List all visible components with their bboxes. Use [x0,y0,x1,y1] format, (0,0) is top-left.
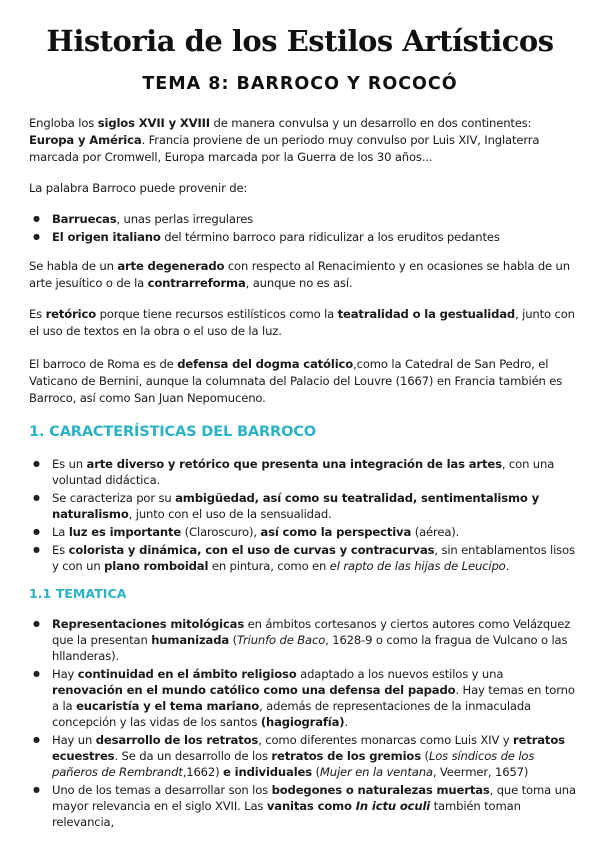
intro-paragraph-1: Engloba los siglos XVII y XVIII de manera convulsa y un desarrollo en dos continentes: Europa y América. Francia proviene de un periodo muy convulso por Luis XIV, Inglaterra marcada por Cromwell, Europa marcada por la Guerra de los 30 años... [29,116,540,164]
intro-paragraph-2: La palabra Barroco puede provenir de: [29,181,248,195]
list-item: ● El origen italiano del término barroco para ridiculizar a los eruditos pedantes [29,229,577,245]
list-item: ● Barruecas, unas perlas irregulares [29,211,577,227]
list-item: ● Es un arte diverso y retórico que presenta una integración de las artes, con una voluntad didáctica. [29,456,577,488]
tematica-list [29,616,577,832]
intro-paragraph-3: Se habla de un arte degenerado con respecto al Renacimiento y en ocasiones se habla de un arte jesuítico o de la contrarreforma, aunque no es así. [29,259,570,290]
list-item: ● Uno de los temas a desarrollar son los bodegones o naturalezas muertas, que toma una mayor relevancia en el siglo XVII. Las vanitas como In ictu oculi también toman relevancia, [29,782,577,830]
section-heading-caracteristicas: 1. CARACTERÍSTICAS DEL BARROCO [29,423,316,440]
list-item: ● Se caracteriza por su ambigüedad, así como su teatralidad, sentimentalismo y naturalismo, junto con el uso de la sensualidad. [29,490,577,522]
document-subtitle: TEMA 8: BARROCO Y ROCOCÓ [142,74,458,94]
document-title: Historia de los Estilos Artísticos [46,24,554,58]
list-item: ● Es colorista y dinámica, con el uso de curvas y contracurvas, sin entablamentos lisos y con un plano romboidal en pintura, como en el rapto de las hijas de Leucipo. [29,542,577,574]
intro-paragraph-5: El barroco de Roma es de defensa del dogma católico,como la Catedral de San Pedro, el Vaticano de Bernini, aunque la columnata del Palacio del Louvre (1667) en Francia también es Barroco, así como San Juan Nepomuceno. [29,357,563,405]
origins-list [29,211,577,247]
list-item: ● Hay continuidad en el ámbito religioso adaptado a los nuevos estilos y una renovación en el mundo católico como una defensa del papado. Hay temas en torno a la eucaristía y el tema mariano, además de representaciones de la inmaculada concepción y las vidas de los santos (hagiografía). [29,666,577,730]
caracteristicas-list [29,456,577,576]
list-item: ● Representaciones mitológicas en ámbitos cortesanos y ciertos autores como Velázquez que la presentan humanizada (Triunfo de Baco, 1628-9 o como la fragua de Vulcano o las hllanderas). [29,616,577,664]
list-item: ● Hay un desarrollo de los retratos, como diferentes monarcas como Luis XIV y retratos ecuestres. Se da un desarrollo de los retratos de los gremios (Los síndicos de los pañeros de Rembrandt,1662) e individuales (Mujer en la ventana, Veermer, 1657) [29,732,577,780]
list-item: ● La luz es importante (Claroscuro), así como la perspectiva (aérea). [29,524,577,540]
intro-paragraph-4: Es retórico porque tiene recursos estilísticos como la teatralidad o la gestualidad, junto con el uso de textos en la obra o el uso de la luz. [29,307,575,338]
section-heading-tematica: 1.1 TEMATICA [29,586,127,601]
